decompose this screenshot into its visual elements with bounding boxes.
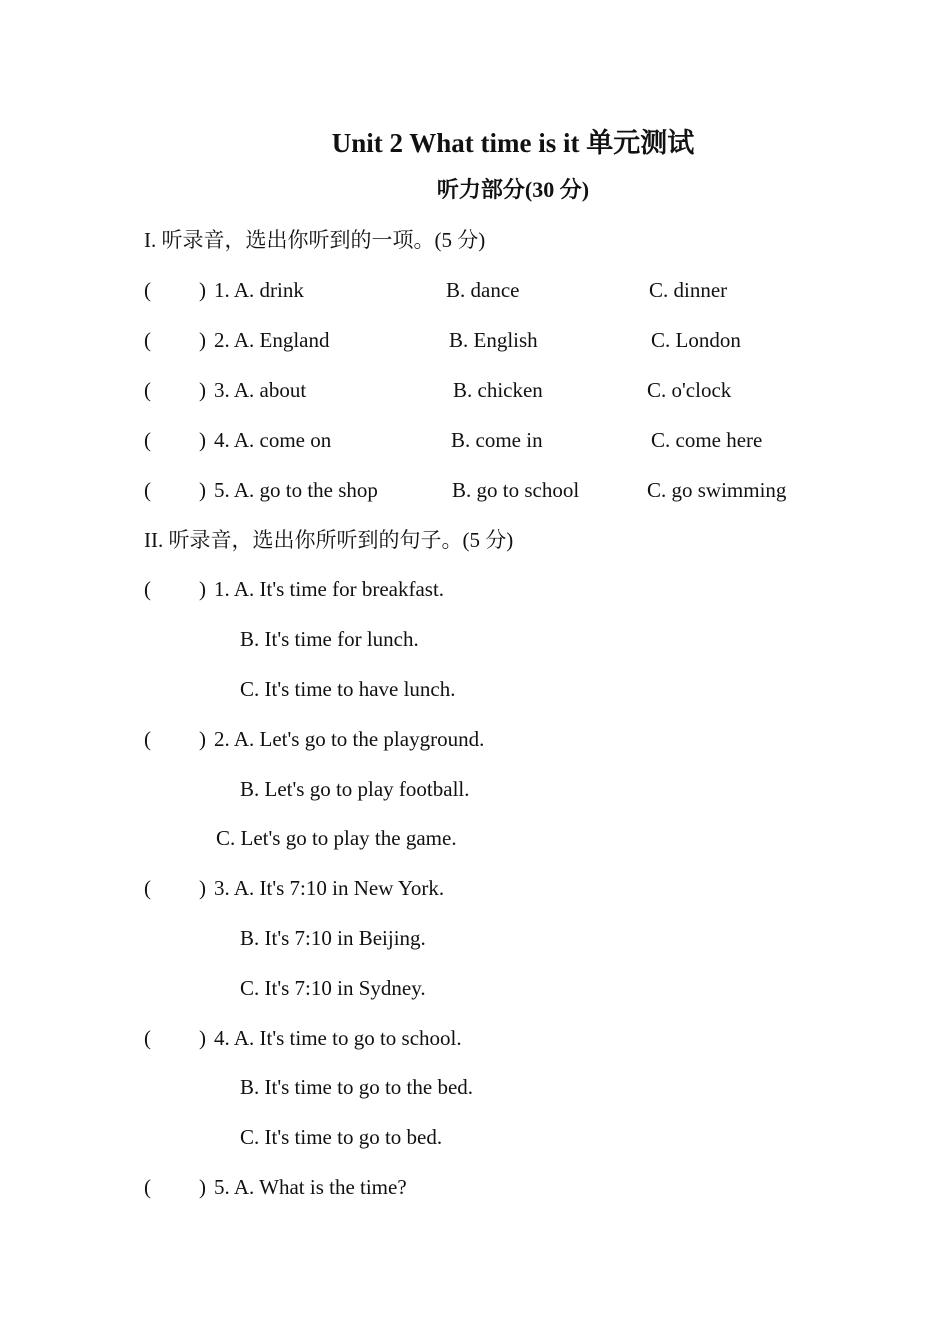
option-a: 1. A. It's time for breakfast. <box>214 577 445 601</box>
document-title: Unit 2 What time is it 单元测试 <box>331 128 695 158</box>
answer-paren-close: ) <box>199 727 206 751</box>
option-a: 4. A. come on <box>214 428 332 452</box>
answer-paren-close: ) <box>199 1026 206 1050</box>
answer-paren-open: ( <box>144 428 151 452</box>
section2-heading: II. 听录音，选出你所听到的句子。(5 分) <box>144 528 514 552</box>
option-a: 2. A. England <box>214 328 330 352</box>
option-a: 1. A. drink <box>214 278 304 302</box>
answer-paren-close: ) <box>199 577 206 601</box>
option-c: C. come here <box>651 428 763 452</box>
answer-paren-close: ) <box>199 378 206 402</box>
option-a: 4. A. It's time to go to school. <box>214 1026 462 1050</box>
answer-paren-close: ) <box>199 278 206 302</box>
option-a: 5. A. What is the time? <box>214 1175 407 1199</box>
option-c: C. o'clock <box>647 378 732 402</box>
answer-paren-open: ( <box>144 577 151 601</box>
answer-paren-close: ) <box>199 876 206 900</box>
option-b: B. English <box>449 328 538 352</box>
answer-paren-close: ) <box>199 478 206 502</box>
answer-paren-open: ( <box>144 876 151 900</box>
answer-paren-open: ( <box>144 328 151 352</box>
answer-paren-open: ( <box>144 278 151 302</box>
listening-section-title: 听力部分(30 分) <box>436 177 590 202</box>
option-b: B. go to school <box>452 478 580 502</box>
option-b: B. It's time to go to the bed. <box>240 1075 474 1099</box>
option-b: B. dance <box>446 278 520 302</box>
option-b: B. come in <box>451 428 543 452</box>
answer-paren-close: ) <box>199 1175 206 1199</box>
option-a: 3. A. It's 7:10 in New York. <box>214 876 445 900</box>
option-a: 3. A. about <box>214 378 307 402</box>
option-b: B. Let's go to play football. <box>240 777 470 801</box>
option-c: C. go swimming <box>647 478 787 502</box>
option-c: C. It's time to have lunch. <box>240 677 456 701</box>
option-a: 2. A. Let's go to the playground. <box>214 727 485 751</box>
answer-paren-close: ) <box>199 428 206 452</box>
section1-heading: I. 听录音，选出你听到的一项。(5 分) <box>144 228 486 252</box>
option-c: C. London <box>651 328 741 352</box>
option-c: C. It's time to go to bed. <box>240 1125 443 1149</box>
answer-paren-open: ( <box>144 1175 151 1199</box>
option-b: B. It's time for lunch. <box>240 627 419 651</box>
option-c: C. dinner <box>649 278 728 302</box>
option-c: C. Let's go to play the game. <box>216 826 457 850</box>
answer-paren-open: ( <box>144 1026 151 1050</box>
option-a: 5. A. go to the shop <box>214 478 378 502</box>
option-c: C. It's 7:10 in Sydney. <box>240 976 426 1000</box>
answer-paren-close: ) <box>199 328 206 352</box>
answer-paren-open: ( <box>144 727 151 751</box>
option-b: B. chicken <box>453 378 543 402</box>
answer-paren-open: ( <box>144 378 151 402</box>
option-b: B. It's 7:10 in Beijing. <box>240 926 426 950</box>
answer-paren-open: ( <box>144 478 151 502</box>
